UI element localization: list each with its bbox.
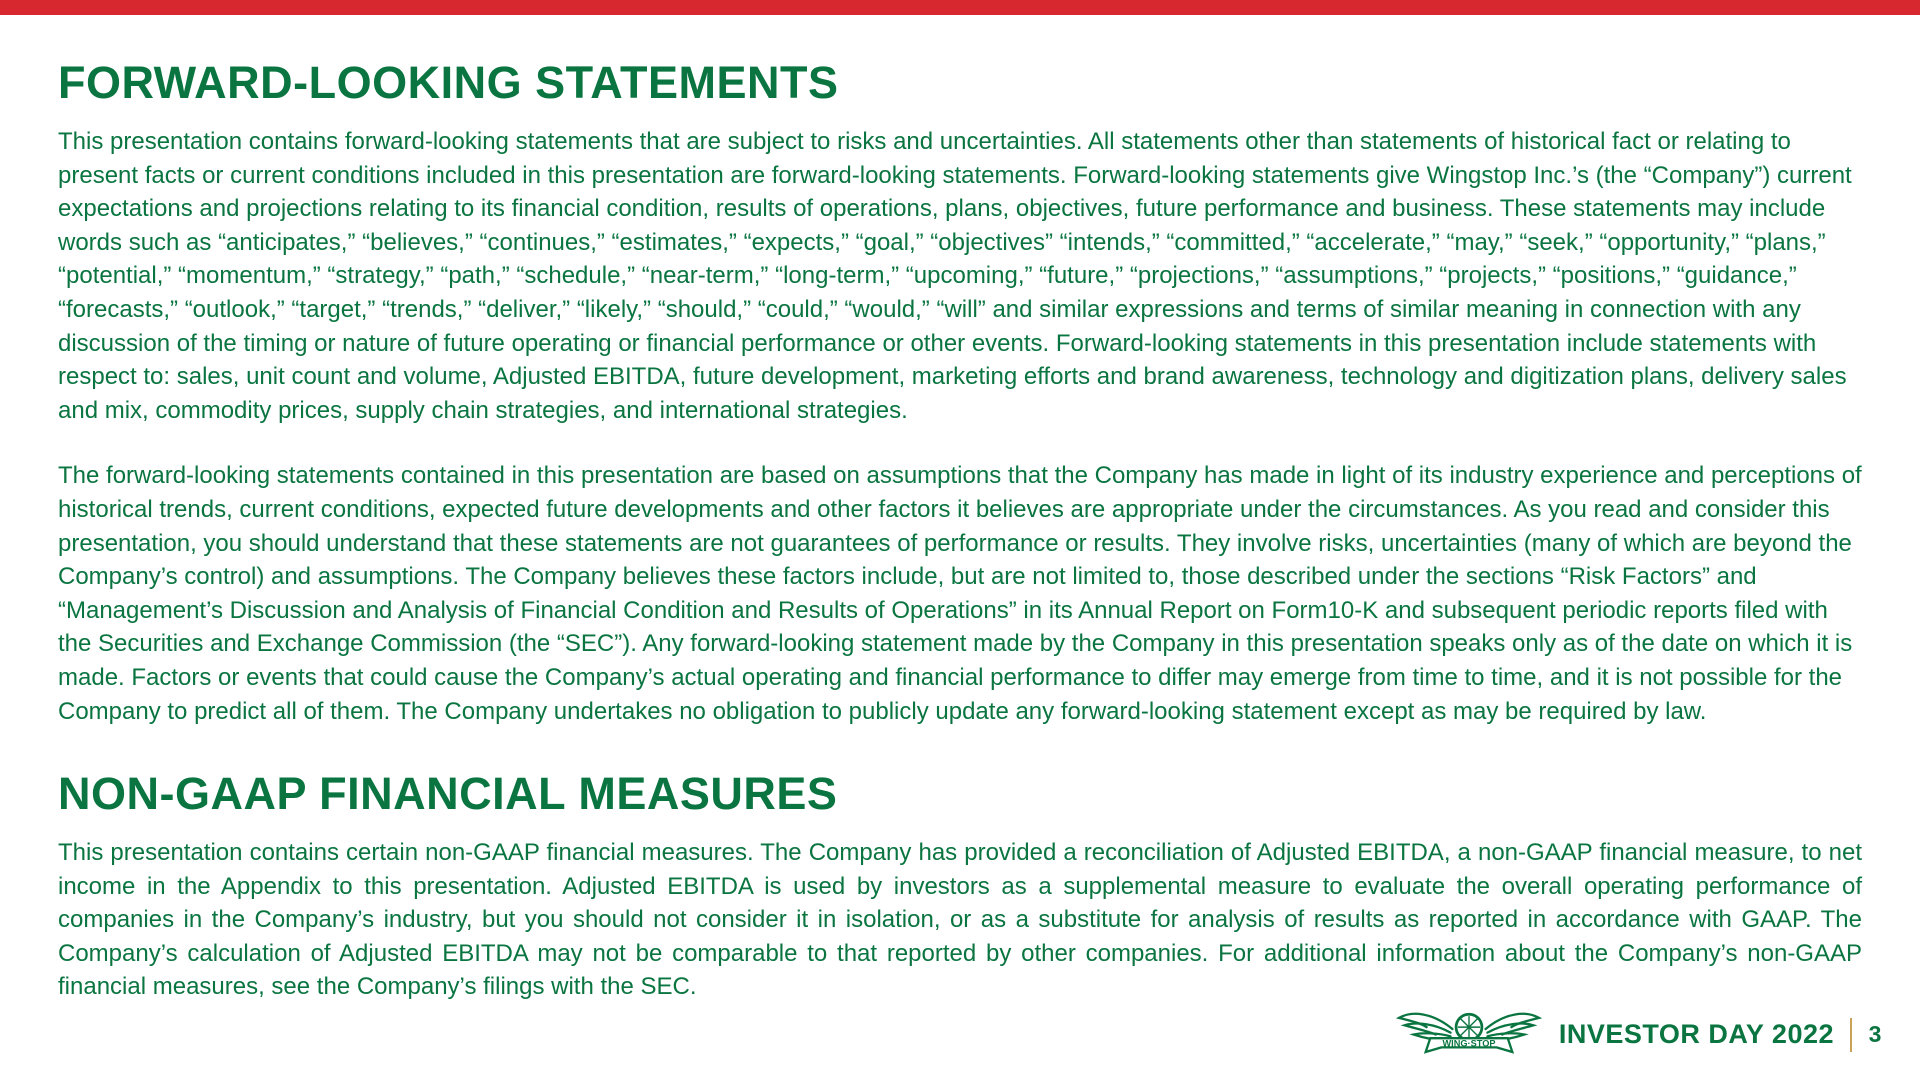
page-number-divider: [1850, 1018, 1852, 1052]
non-gaap-paragraph: This presentation contains certain non-GAAP financial measures. The Company has provided a reconciliation of Adjusted EBITDA, a non-GAAP financial measure, to net income in the Appendix to this presentation. Adjusted EBITDA is used by investors as a supplemental measure to evaluate the overall operating performance of companies in the Company’s industry, but you should not consider it in isolation, or as a substitute for analysis of results as reported in accordance with GAAP. The Company’s calculation of Adjusted EBITDA may not be comparable to that reported by other companies. For additional information about the Company’s non-GAAP financial measures, see the Company’s filings with the SEC.: [58, 839, 1862, 1001]
wingstop-logo-banner-text: WING·STOP: [1442, 1038, 1496, 1049]
forward-looking-paragraph-2: The forward-looking statements contained in this presentation are based on assumptions that the Company has made in light of its industry experience and perceptions of historical trends, current conditions, expected future developments and other factors it believes are appropriate under the circumstances. As you read and consider this presentation, you should understand that these statements are not guarantees of performance or results. They involve risks, uncertainties (many of which are beyond the Company’s control) and assumptions. The Company believes these factors include, but are not limited to, those described under the sections “Risk Factors” and “Management’s Discussion and Analysis of Financial Condition and Results of Operations” in its Annual Report on Form10-K and subsequent periodic reports filed with the Securities and Exchange Commission (the “SEC”). Any forward-looking statement made by the Company in this presentation speaks only as of the date on which it is made. Factors or events that could cause the Company’s actual operating and financial performance to differ may emerge from time to time, and it is not possible for the Company to predict all of them. The Company undertakes no obligation to publicly update any forward-looking statement except as may be required by law.: [58, 462, 1862, 725]
slide-content: [0, 15, 1920, 1004]
top-accent-bar: [0, 0, 1920, 15]
page-number: 3: [1868, 1021, 1882, 1047]
heading-non-gaap-financial-measures: NON-GAAP FINANCIAL MEASURES: [58, 768, 838, 820]
wingstop-logo-icon: [1395, 1005, 1543, 1064]
forward-looking-paragraph-1: This presentation contains forward-looking statements that are subject to risks and uncertainties. All statements other than statements of historical fact or relating to present facts or current conditions included in this presentation are forward-looking statements. Forward-looking statements give Wingstop Inc.’s (the “Company”) current expectations and projections relating to its financial condition, results of operations, plans, objectives, future performance and business. These statements may include words such as “anticipates,” “believes,” “continues,” “estimates,” “expects,” “goal,” “objectives” “intends,” “committed,” “accelerate,” “may,” “seek,” “opportunity,” “plans,” “potential,” “momentum,” “strategy,” “path,” “schedule,” “near-term,” “long-term,” “upcoming,” “future,” “projections,” “assumptions,” “projects,” “positions,” “guidance,” “forecasts,” “outlook,” “target,” “trends,” “deliver,” “likely,” “should,” “could,” “would,” “will” and similar expressions and terms of similar meaning in connection with any discussion of the timing or nature of future operating or financial performance or other events. Forward-looking statements in this presentation include statements with respect to: sales, unit count and volume, Adjusted EBITDA, future development, marketing efforts and brand awareness, technology and digitization plans, delivery sales and mix, commodity prices, supply chain strategies, and international strategies.: [58, 128, 1852, 424]
slide-footer: [1395, 1005, 1882, 1064]
investor-day-label: INVESTOR DAY 2022: [1558, 1019, 1834, 1049]
heading-forward-looking-statements: FORWARD-LOOKING STATEMENTS: [58, 57, 839, 108]
